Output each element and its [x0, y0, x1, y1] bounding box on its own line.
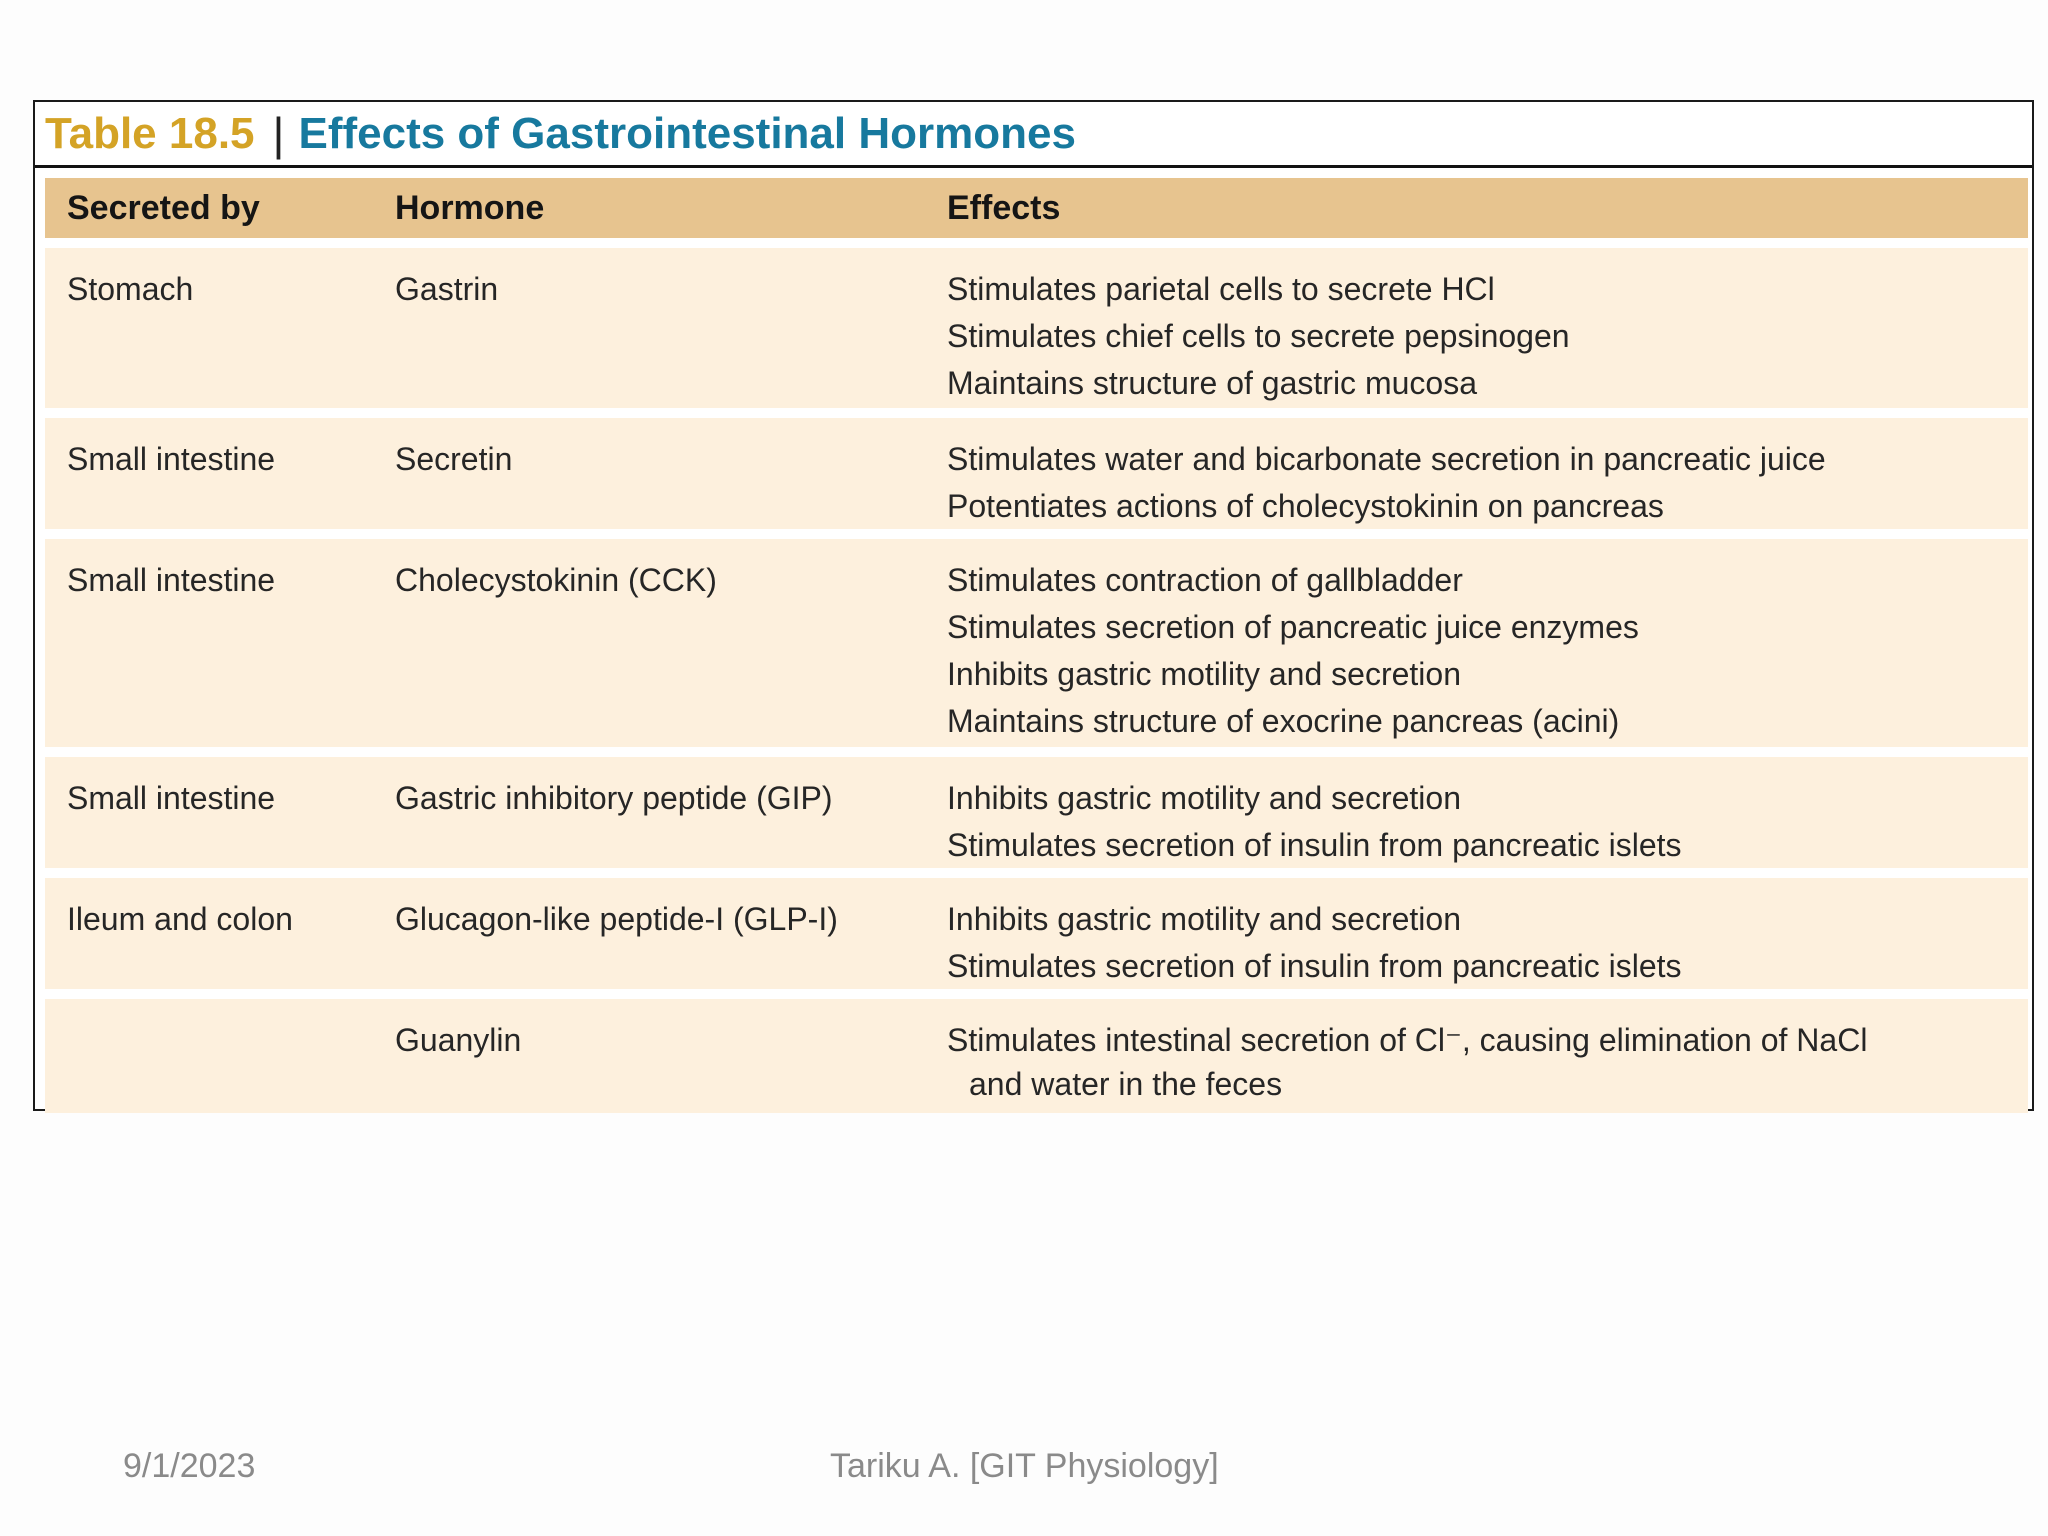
- table-header-row: [45, 178, 2028, 238]
- header-secreted-by: Secreted by: [67, 188, 260, 227]
- effect-item: Inhibits gastric motility and secretion: [947, 656, 1461, 692]
- effect-item: Stimulates contraction of gallbladder: [947, 562, 1463, 598]
- slide-date: 9/1/2023: [123, 1447, 256, 1485]
- effect-item: Stimulates secretion of insulin from pancreatic islets: [947, 827, 1682, 863]
- cell-secreted-by: Small intestine: [67, 441, 276, 477]
- table-row: [45, 248, 2028, 408]
- cell-secreted-by: Stomach: [67, 271, 194, 307]
- cell-secreted-by: Small intestine: [67, 780, 276, 816]
- table-row: [45, 878, 2028, 989]
- effect-item: Inhibits gastric motility and secretion: [947, 780, 1461, 816]
- table-row: [45, 999, 2028, 1113]
- table-title: Effects of Gastrointestinal Hormones: [298, 108, 1076, 158]
- cell-hormone: Gastric inhibitory peptide (GIP): [395, 780, 833, 816]
- table-title-bar: [35, 102, 2032, 168]
- hormone-table: [33, 100, 2034, 1111]
- cell-secreted-by: [45, 999, 395, 1017]
- table-number: Table 18.5: [45, 108, 255, 158]
- effect-item: Maintains structure of exocrine pancreas (acini): [947, 703, 1620, 739]
- effect-item: Stimulates chief cells to secrete pepsinogen: [947, 318, 1570, 354]
- cell-hormone: Secretin: [395, 441, 513, 477]
- table-row: [45, 757, 2028, 868]
- cell-hormone: Guanylin: [395, 1022, 522, 1058]
- table-row: [45, 539, 2028, 747]
- table-row: [45, 418, 2028, 529]
- title-separator: |: [272, 107, 285, 160]
- slide-credit: Tariku A. [GIT Physiology]: [830, 1447, 1219, 1485]
- cell-hormone: Gastrin: [395, 271, 499, 307]
- header-hormone: Hormone: [395, 188, 545, 227]
- header-effects: Effects: [947, 188, 1061, 227]
- effect-item: Potentiates actions of cholecystokinin on pancreas: [947, 488, 1664, 524]
- effect-item-continuation: and water in the feces: [969, 1066, 1283, 1102]
- cell-hormone: Cholecystokinin (CCK): [395, 562, 717, 598]
- effect-item: Stimulates water and bicarbonate secretion in pancreatic juice: [947, 441, 1826, 477]
- cell-effects: [947, 878, 2028, 990]
- cell-effects: [947, 757, 2028, 869]
- cell-secreted-by: Small intestine: [67, 562, 276, 598]
- cell-secreted-by: Ileum and colon: [67, 901, 293, 937]
- effect-item: Stimulates secretion of insulin from pancreatic islets: [947, 948, 1682, 984]
- table-grid: [45, 178, 2028, 1113]
- effect-item: Maintains structure of gastric mucosa: [947, 365, 1477, 401]
- effect-item: Stimulates intestinal secretion of Cl⁻, causing elimination of NaCl: [947, 1022, 1868, 1058]
- effect-item: Stimulates secretion of pancreatic juice enzymes: [947, 609, 1639, 645]
- cell-effects: [947, 539, 2028, 745]
- cell-effects: [947, 418, 2028, 530]
- cell-effects: [947, 248, 2028, 407]
- effect-item: Inhibits gastric motility and secretion: [947, 901, 1461, 937]
- cell-effects: [947, 999, 2028, 1104]
- effect-item: Stimulates parietal cells to secrete HCl: [947, 271, 1495, 307]
- cell-hormone: Glucagon-like peptide-I (GLP-I): [395, 901, 838, 937]
